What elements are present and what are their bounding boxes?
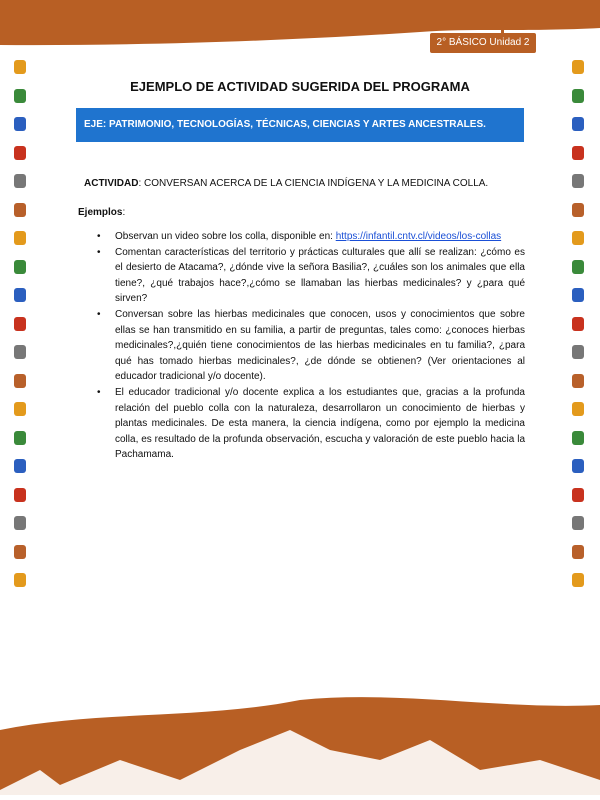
list-item: • El educador tradicional y/o docente explica a los estudiantes que, gracias a la profunda relación del pueblo colla con la naturaleza, desarrollaron un conocimiento de hierbas y plantas medicinales. De esta manera, la ciencia indígena, como por ejemplo la medicina colla, es resultado de la profunda observación, escucha y valoración de este pueblo hacia la Pachamama. [97, 385, 525, 463]
bird-icon [572, 260, 584, 274]
sun-icon [572, 402, 584, 416]
bird-icon [14, 89, 26, 103]
grade-unit-badge: 2° BÁSICO Unidad 2 [430, 33, 536, 53]
condor-icon [572, 374, 584, 388]
footer-landscape-illustration [0, 690, 600, 800]
fox-icon [14, 146, 26, 160]
examples-list [97, 229, 525, 463]
figure-icon [14, 459, 26, 473]
activity-line [84, 178, 488, 189]
totem-icon [572, 345, 584, 359]
activity-text: : CONVERSAN ACERCA DE LA CIENCIA INDÍGENA Y LA MEDICINA COLLA. [138, 178, 489, 189]
figure-icon [572, 117, 584, 131]
fox-icon [572, 488, 584, 502]
eje-banner: EJE: PATRIMONIO, TECNOLOGÍAS, TÉCNICAS, CIENCIAS Y ARTES ANCESTRALES. [76, 108, 524, 142]
totem-icon [572, 174, 584, 188]
fox-icon [572, 146, 584, 160]
activity-label: ACTIVIDAD [84, 178, 139, 189]
condor-icon [14, 203, 26, 217]
totem-icon [14, 345, 26, 359]
fox-icon [572, 317, 584, 331]
sun-icon [14, 231, 26, 245]
bird-icon [572, 89, 584, 103]
figure-icon [572, 288, 584, 302]
fox-icon [14, 317, 26, 331]
examples-label: Ejemplos [78, 207, 123, 218]
sun-icon [14, 402, 26, 416]
bird-icon [572, 431, 584, 445]
sun-icon [572, 231, 584, 245]
examples-heading [78, 207, 125, 218]
page-title: EJEMPLO DE ACTIVIDAD SUGERIDA DEL PROGRAMA [130, 79, 470, 94]
item-text: Observan un video sobre los colla, disponible en: [115, 231, 336, 242]
sun-icon [572, 60, 584, 74]
fox-icon [14, 488, 26, 502]
list-item: • Conversan sobre las hierbas medicinales que conocen, usos y conocimientos que sobre ellas se han transmitido en su familia, a partir de preguntas, tales como: ¿conoces hierbas medicinales?,¿quién tiene conocimientos de las hierbas medicinales en tu familia?, ¿para qué has tomado hierbas medicinales?, ¿de dónde se obtienen? (Ver orientaciones al educador tradicional y/o docente). [97, 307, 525, 385]
list-item [97, 229, 525, 245]
condor-icon [14, 374, 26, 388]
sun-icon [572, 573, 584, 587]
figure-icon [572, 459, 584, 473]
totem-icon [14, 174, 26, 188]
sun-icon [14, 60, 26, 74]
condor-icon [572, 203, 584, 217]
condor-icon [14, 545, 26, 559]
left-decor-column [8, 60, 32, 587]
examples-colon: : [122, 207, 126, 218]
totem-icon [14, 516, 26, 530]
video-link[interactable]: https://infantil.cntv.cl/videos/los-collas [335, 231, 502, 242]
figure-icon [14, 117, 26, 131]
totem-icon [572, 516, 584, 530]
list-item: • Comentan características del territorio y prácticas culturales que allí se realizan: ¿cómo es el desierto de Atacama?, ¿dónde vive la señora Basilia?, ¿cuáles son los animales que ella tiene?, ¿qué trabajos hace?,¿cómo se llamaban las hierbas medicinales? y ¿para qué sirven? [97, 245, 525, 307]
sun-icon [14, 573, 26, 587]
condor-icon [572, 545, 584, 559]
right-decor-column [566, 60, 590, 587]
bird-icon [14, 431, 26, 445]
figure-icon [14, 288, 26, 302]
bird-icon [14, 260, 26, 274]
